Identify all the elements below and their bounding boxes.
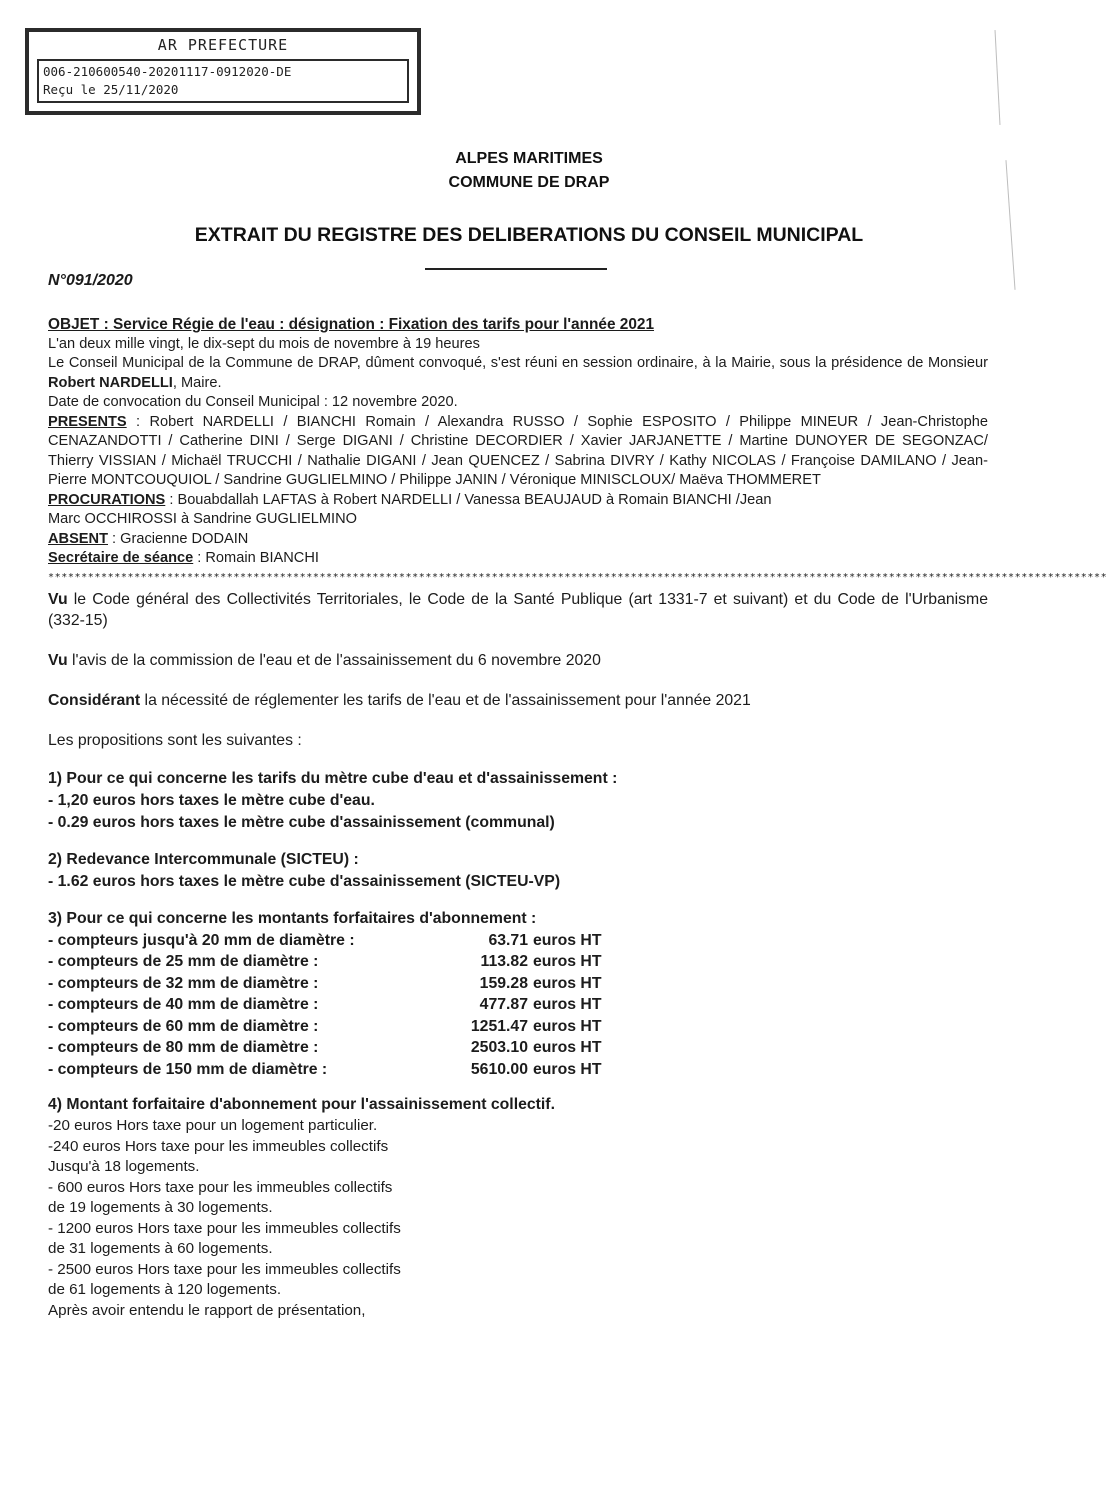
stamp-reference: 006-210600540-20201117-0912020-DE (43, 64, 292, 79)
section-1-line: - 0.29 euros hors taxes le mètre cube d'assainissement (communal) (48, 813, 555, 831)
separator-line: **************************************************************************************************************************************************************** (48, 571, 1107, 583)
vu-commission-paragraph: Vu l'avis de la commission de l'eau et de l'assainissement du 6 novembre 2020 (48, 651, 601, 669)
scan-edge-line (995, 30, 1001, 125)
section-4-list (48, 1116, 988, 1321)
stamp-title: AR PREFECTURE (157, 36, 289, 54)
document-body (48, 315, 1107, 1321)
stamp-details (37, 59, 409, 103)
secretaire-label: Secrétaire de séance (48, 550, 194, 566)
section-4-line: Jusqu'à 18 logements. (48, 1158, 200, 1175)
section-4-line: - 2500 euros Hors taxe pour les immeubles collectifs (48, 1260, 401, 1278)
objet-line: OBJET : Service Régie de l'eau : désignation : Fixation des tarifs pour l'année 2021 (48, 316, 655, 333)
section-4-line: -20 euros Hors taxe pour un logement particulier. (48, 1117, 378, 1134)
department-heading: ALPES MARITIMES (455, 150, 603, 167)
section-1-title: 1) Pour ce qui concerne les tarifs du mètre cube d'eau et d'assainissement : (48, 769, 618, 787)
section-2-title: 2) Redevance Intercommunale (SICTEU) : (48, 850, 359, 868)
tariff-row: - compteurs de 40 mm de diamètre : 477.87 euros HT (48, 996, 602, 1013)
tariff-row: - compteurs de 25 mm de diamètre : 113.82 euros HT (48, 953, 602, 970)
subscription-tariff-table (48, 930, 601, 1081)
section-3-title: 3) Pour ce qui concerne les montants forfaitaires d'abonnement : (48, 909, 537, 927)
intro-session-line: Le Conseil Municipal de la Commune de DRAP, dûment convoqué, s'est réuni en session ordinaire, à la Mairie, sous la présidence de Monsieur Robert NARDELLI, Maire. (48, 355, 988, 391)
prefecture-stamp (25, 28, 421, 115)
tariff-row: - compteurs de 150 mm de diamètre : 5610.00 euros HT (48, 1060, 602, 1078)
closing-line: Après avoir entendu le rapport de présentation, (48, 1301, 366, 1319)
section-4-line: - 600 euros Hors taxe pour les immeubles collectifs (48, 1178, 393, 1196)
section-4-line: - 1200 euros Hors taxe pour les immeubles collectifs (48, 1219, 401, 1237)
absent-line: ABSENT : Gracienne DODAIN (48, 530, 249, 547)
mayor-name: Robert NARDELLI (48, 374, 173, 391)
document-title: EXTRAIT DU REGISTRE DES DELIBERATIONS DU CONSEIL MUNICIPAL (194, 224, 864, 246)
stamp-received-date: Reçu le 25/11/2020 (43, 82, 179, 97)
propositions-intro: Les propositions sont les suivantes : (48, 731, 302, 749)
section-1-line: - 1,20 euros hors taxes le mètre cube d'eau. (48, 791, 375, 809)
deliberation-number: N°091/2020 (48, 272, 133, 289)
procurations-label: PROCURATIONS (48, 491, 166, 508)
section-4-line: de 61 logements à 120 logements. (48, 1281, 282, 1298)
commune-heading: COMMUNE DE DRAP (448, 174, 610, 191)
title-rule (425, 268, 607, 270)
tariff-row: - compteurs de 60 mm de diamètre : 1251.47 euros HT (48, 1017, 602, 1035)
tariff-row: - compteurs jusqu'à 20 mm de diamètre : 63.71 euros HT (48, 931, 602, 949)
intro-date-line: L'an deux mille vingt, le dix-sept du mois de novembre à 19 heures (48, 335, 480, 352)
section-4-line: -240 euros Hors taxe pour les immeubles collectifs (48, 1137, 389, 1155)
convocation-date-line: Date de convocation du Conseil Municipal : 12 novembre 2020. (48, 394, 458, 410)
section-4-title: 4) Montant forfaitaire d'abonnement pour l'assainissement collectif. (48, 1096, 555, 1113)
presents-list: : Robert NARDELLI / BIANCHI Romain / Alexandra RUSSO / Sophie ESPOSITO / Philippe MINEUR / Jean-Christophe CENAZANDOTTI / Catherine DINI / Serge DIGANI / Christine DECORDIER / Xavier JARJANETTE / Martine DUNOYER DE SEGONZAC/ Thierry VISSIAN / Michaël TRUCCHI / Nathalie DIGANI / Jean QUENCEZ / Sabrina DIVRY / Kathy NICOLAS / Françoise DAMILANO / Jean-Pierre MONTCOUQUIOL / Sandrine GUGLIELMINO / Philippe JANIN / Véronique MINISCLOUX/ Maëva THOMMERET (48, 413, 988, 488)
tariff-row: - compteurs de 80 mm de diamètre : 2503.10 euros HT (48, 1039, 602, 1056)
presents-paragraph (48, 413, 988, 491)
tariff-row: - compteurs de 32 mm de diamètre : 159.28 euros HT (48, 974, 602, 992)
procurations-continued: Marc OCCHIROSSI à Sandrine GUGLIELMINO (48, 511, 357, 527)
section-2-line: - 1.62 euros hors taxes le mètre cube d'assainissement (SICTEU-VP) (48, 872, 561, 890)
vu-code-paragraph: Vu le Code général des Collectivités Territoriales, le Code de la Santé Publique (art 1331-7 et suivant) et du Code de l'Urbanisme (332-15) (48, 590, 988, 629)
section-4-line: de 19 logements à 30 logements. (48, 1199, 273, 1216)
considerant-paragraph: Considérant la nécessité de réglementer les tarifs de l'eau et de l'assainissement pour l'année 2021 (48, 691, 751, 709)
secretaire-line: Secrétaire de séance : Romain BIANCHI (48, 550, 319, 566)
section-4-line: de 31 logements à 60 logements. (48, 1240, 273, 1257)
presents-label: PRESENTS (48, 413, 127, 430)
absent-label: ABSENT (48, 530, 108, 547)
procurations-paragraph: PROCURATIONS : Bouabdallah LAFTAS à Robert NARDELLI / Vanessa BEAUJAUD à Romain BIANCHI /Jean (48, 491, 772, 508)
